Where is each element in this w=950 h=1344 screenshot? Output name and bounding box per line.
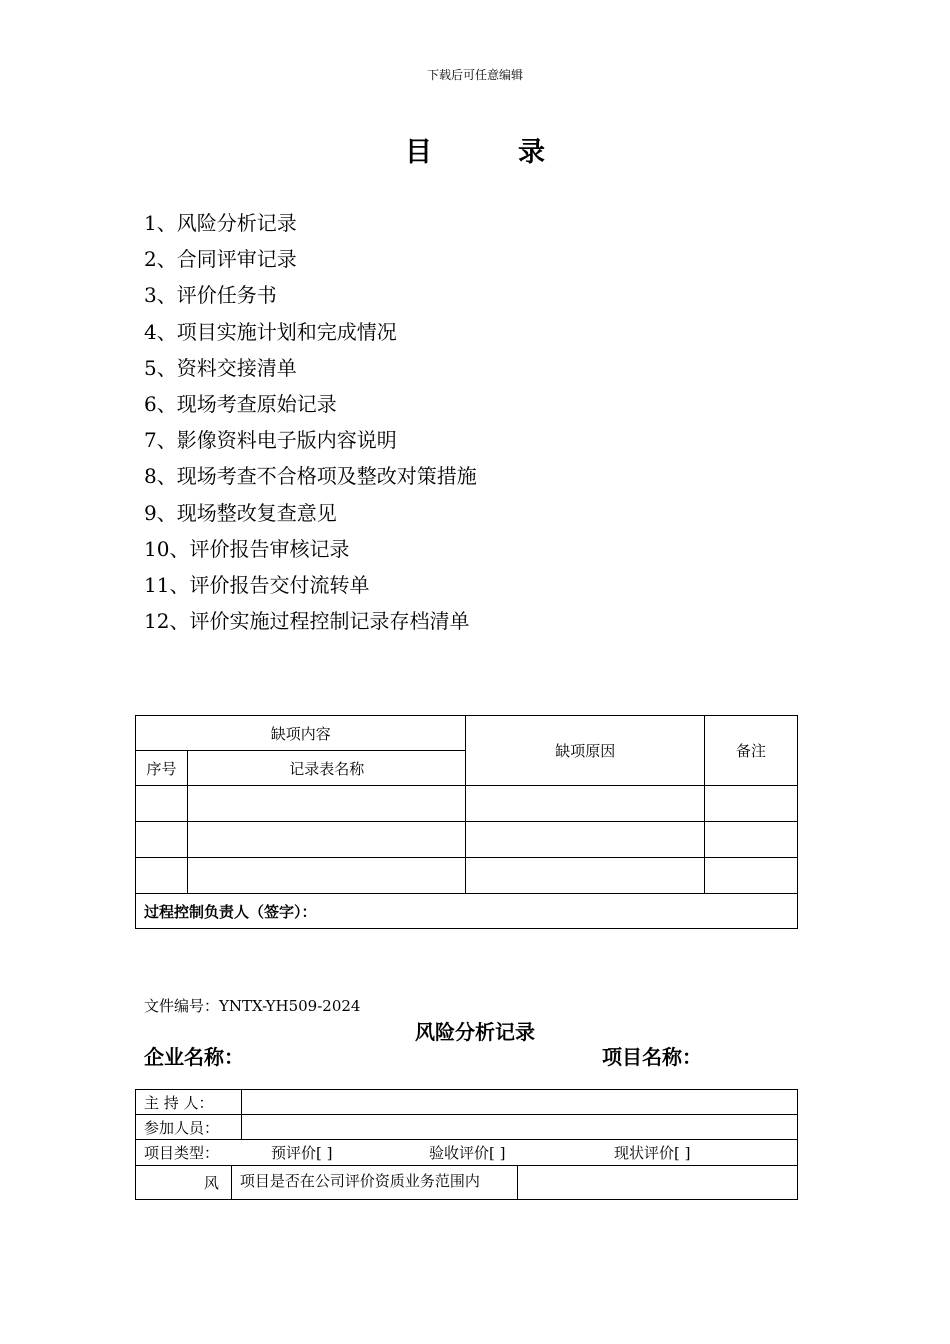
project-type-label: 项目类型： [144, 1144, 220, 1162]
toc-title-left: 目 [405, 137, 432, 168]
type-acceptance-option[interactable]: 验收评价[ ] [429, 1144, 506, 1162]
scope-question: 项目是否在公司评价资质业务范围内 [231, 1166, 518, 1200]
project-type-row [136, 1140, 798, 1166]
signature-field[interactable]: 过程控制负责人（签字）： [136, 894, 798, 929]
reason-cell[interactable] [466, 822, 705, 858]
remark-cell[interactable] [705, 858, 798, 894]
seq-header: 序号 [136, 751, 188, 786]
header-note: 下载后可任意编辑 [426, 68, 523, 82]
toc-list [144, 205, 477, 639]
toc-item: 2、合同评审记录 [144, 247, 297, 272]
participants-label: 参加人员： [136, 1115, 242, 1140]
file-number: 文件编号：YNTX-YH509-2024 [144, 997, 361, 1015]
type-status-option[interactable]: 现状评价[ ] [614, 1144, 691, 1162]
type-pre-eval-option[interactable]: 预评价[ ] [271, 1144, 333, 1162]
host-label: 主 持 人： [136, 1090, 242, 1115]
toc-title-right: 录 [518, 137, 545, 168]
enterprise-name-label: 企业名称： [144, 1045, 244, 1069]
toc-title [0, 130, 950, 169]
missing-items-table [135, 715, 798, 929]
remark-header: 备注 [705, 716, 798, 786]
reason-cell[interactable] [466, 786, 705, 822]
toc-item: 1、风险分析记录 [144, 211, 297, 235]
toc-item: 9、现场整改复查意见 [144, 500, 337, 525]
toc-item: 3、评价任务书 [144, 283, 277, 308]
toc-item: 8、现场考查不合格项及整改对策措施 [144, 464, 477, 489]
toc-item: 6、现场考查原始记录 [144, 391, 337, 416]
toc-item: 10、评价报告审核记录 [144, 536, 350, 561]
record-name-cell[interactable] [187, 822, 466, 858]
risk-analysis-table [135, 1089, 798, 1200]
seq-cell[interactable] [136, 786, 188, 822]
record-name-cell[interactable] [187, 858, 466, 894]
scope-answer-field[interactable] [518, 1166, 798, 1200]
remark-cell[interactable] [705, 822, 798, 858]
host-field[interactable] [241, 1090, 797, 1115]
toc-item: 5、资料交接清单 [144, 355, 297, 380]
remark-cell[interactable] [705, 786, 798, 822]
record-name-header: 记录表名称 [187, 751, 466, 786]
missing-content-header: 缺项内容 [136, 716, 466, 751]
table-row [136, 822, 798, 858]
record-name-cell[interactable] [187, 786, 466, 822]
toc-item: 7、影像资料电子版内容说明 [144, 428, 397, 453]
seq-cell[interactable] [136, 858, 188, 894]
toc-item: 12、评价实施过程控制记录存档清单 [144, 609, 470, 634]
toc-item: 4、项目实施计划和完成情况 [144, 319, 397, 344]
participants-field[interactable] [241, 1115, 797, 1140]
reason-cell[interactable] [466, 858, 705, 894]
table-row [136, 786, 798, 822]
risk-row-head: 风 [136, 1166, 232, 1200]
seq-cell[interactable] [136, 822, 188, 858]
missing-reason-header: 缺项原因 [466, 716, 705, 786]
risk-record-title: 风险分析记录 [415, 1020, 535, 1044]
project-name-label: 项目名称： [602, 1045, 702, 1069]
toc-item: 11、评价报告交付流转单 [144, 572, 370, 597]
table-row [136, 858, 798, 894]
